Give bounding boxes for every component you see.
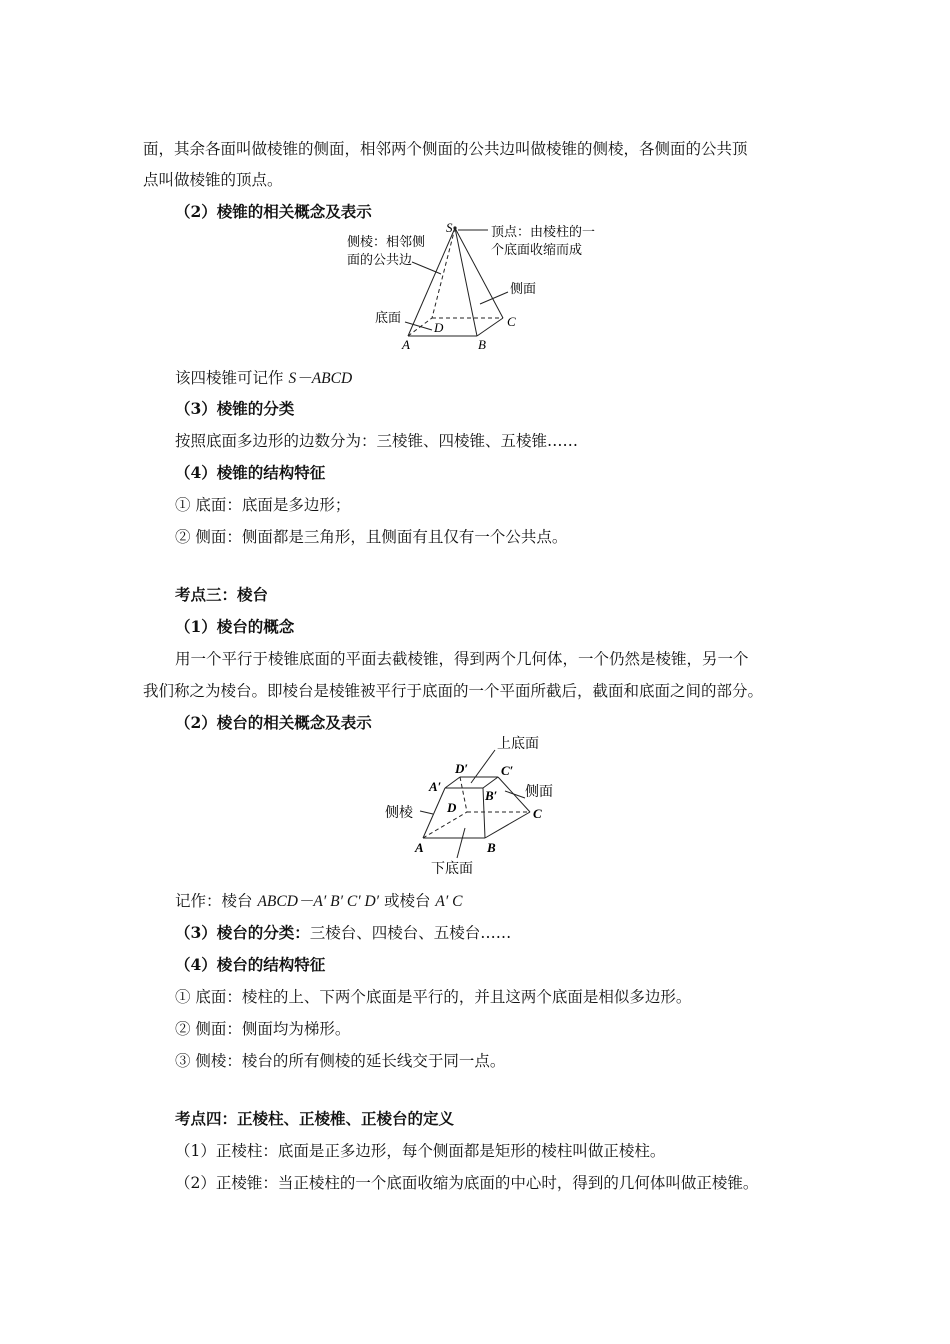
callout-apex-2: 个底面收缩而成 [491, 243, 583, 258]
edge-aa1 [423, 788, 445, 838]
pyramid-notation-prefix: 该四棱锥可记作 [175, 369, 289, 387]
frustum-notation [175, 891, 463, 912]
pyramid-class-text: 按照底面多边形的边数分为：三棱锥、四棱锥、五棱锥…… [175, 432, 579, 450]
pyramid-feature-1: ① 底面：底面是多边形； [175, 496, 351, 514]
frustum-concept-heading: （1）棱台的概念 [175, 617, 295, 636]
pyramid-notation [175, 368, 352, 389]
pyramid-figure [340, 218, 630, 358]
frustum-notation-value-2: A′ C [435, 893, 463, 910]
label-c: C [533, 806, 542, 821]
label-a: A [415, 840, 424, 855]
edge-sb [455, 228, 477, 336]
label-d-prime: D′ [455, 761, 469, 776]
callout-apex-1: 顶点：由棱柱的一 [491, 225, 596, 240]
edge-sc [455, 228, 503, 318]
label-c-prime: C′ [501, 763, 514, 778]
frustum-section-title: 考点三：棱台 [175, 585, 269, 604]
frustum-class-label: （3）棱台的分类： [175, 923, 310, 942]
leader-bottom-base [457, 828, 465, 858]
label-c: C [507, 314, 516, 329]
frustum-feature-2: ② 侧面：侧面均为梯形。 [175, 1020, 351, 1038]
frustum-concept-line-1: 用一个平行于棱锥底面的平面去截棱锥，得到两个几何体，一个仍然是棱锥，另一个 [175, 650, 749, 668]
edge-dd1 [460, 777, 467, 812]
label-b: B [487, 840, 496, 855]
pyramid-notation-value: S－ABCD [288, 370, 353, 387]
frustum-feature-1: ① 底面：棱柱的上、下两个底面是平行的，并且这两个底面是相似多边形。 [175, 988, 692, 1006]
frustum-feature-3: ③ 侧棱：棱台的所有侧棱的延长线交于同一点。 [175, 1052, 506, 1070]
leader-lateral-edge [420, 811, 433, 814]
frustum-repr-heading: （2）棱台的相关概念及表示 [175, 713, 372, 732]
edge-bc [485, 812, 530, 838]
callout-base: 底面 [375, 311, 402, 326]
edge-a1d1 [445, 777, 460, 788]
callout-lateral-edge-1: 侧棱：相邻侧 [347, 235, 426, 250]
regular-def-2: （2）正棱锥：当正棱柱的一个底面收缩为底面的中心时，得到的几何体叫做正棱锥。 [175, 1174, 759, 1192]
frustum-notation-prefix: 记作：棱台 [175, 892, 258, 910]
label-d: D [434, 320, 444, 335]
label-bottom-base: 下底面 [431, 861, 473, 877]
label-lateral-face: 侧面 [525, 784, 553, 800]
frustum-class-text: 三棱台、四棱台、五棱台…… [309, 924, 512, 942]
label-a-prime: A′ [429, 779, 442, 794]
edge-ad [423, 812, 467, 838]
callout-lateral-face: 侧面 [510, 282, 537, 297]
label-b-prime: B′ [485, 788, 498, 803]
frustum-concept-line-2: 我们称之为棱台。即棱台是棱锥被平行于底面的一个平面所截后，截面和底面之间的部分。 [143, 682, 764, 700]
regular-def-1: （1）正棱柱：底面是正多边形，每个侧面都是矩形的棱柱叫做正棱柱。 [175, 1142, 666, 1160]
frustum-figure [385, 728, 575, 878]
leader-base [405, 322, 432, 330]
label-top-base: 上底面 [497, 736, 539, 752]
frustum-notation-mid: 或棱台 [379, 892, 436, 910]
pyramid-feature-heading: （4）棱锥的结构特征 [175, 463, 326, 482]
label-s: S [446, 220, 453, 235]
edge-b1c1 [483, 777, 498, 788]
label-lateral-edge: 侧棱 [385, 805, 413, 821]
pyramid-feature-2: ② 侧面：侧面都是三角形，且侧面有且仅有一个公共点。 [175, 528, 568, 546]
label-d: D [447, 800, 457, 815]
frustum-feature-heading: （4）棱台的结构特征 [175, 955, 326, 974]
edge-bc [477, 318, 503, 336]
leader-lateral-edge [412, 262, 441, 274]
pyramid-concept-heading: （2）棱锥的相关概念及表示 [175, 202, 372, 221]
callout-lateral-edge-2: 面的公共边 [347, 253, 413, 268]
label-a: A [402, 337, 410, 352]
intro-line-1: 面，其余各面叫做棱锥的侧面，相邻两个侧面的公共边叫做棱锥的侧棱，各侧面的公共顶 [143, 140, 748, 158]
label-b: B [478, 337, 486, 352]
pyramid-class-heading: （3）棱锥的分类 [175, 399, 295, 418]
frustum-class [175, 923, 511, 943]
intro-line-2: 点叫做棱锥的顶点。 [143, 171, 283, 189]
apex-dot [453, 226, 456, 229]
frustum-notation-value-1: ABCD－A′ B′ C′ D′ [257, 893, 380, 910]
leader-top-base [471, 750, 495, 783]
leader-lateral-face [505, 791, 525, 798]
leader-lateral-face [480, 292, 508, 304]
regular-section-title: 考点四：正棱柱、正棱椎、正棱台的定义 [175, 1109, 455, 1128]
